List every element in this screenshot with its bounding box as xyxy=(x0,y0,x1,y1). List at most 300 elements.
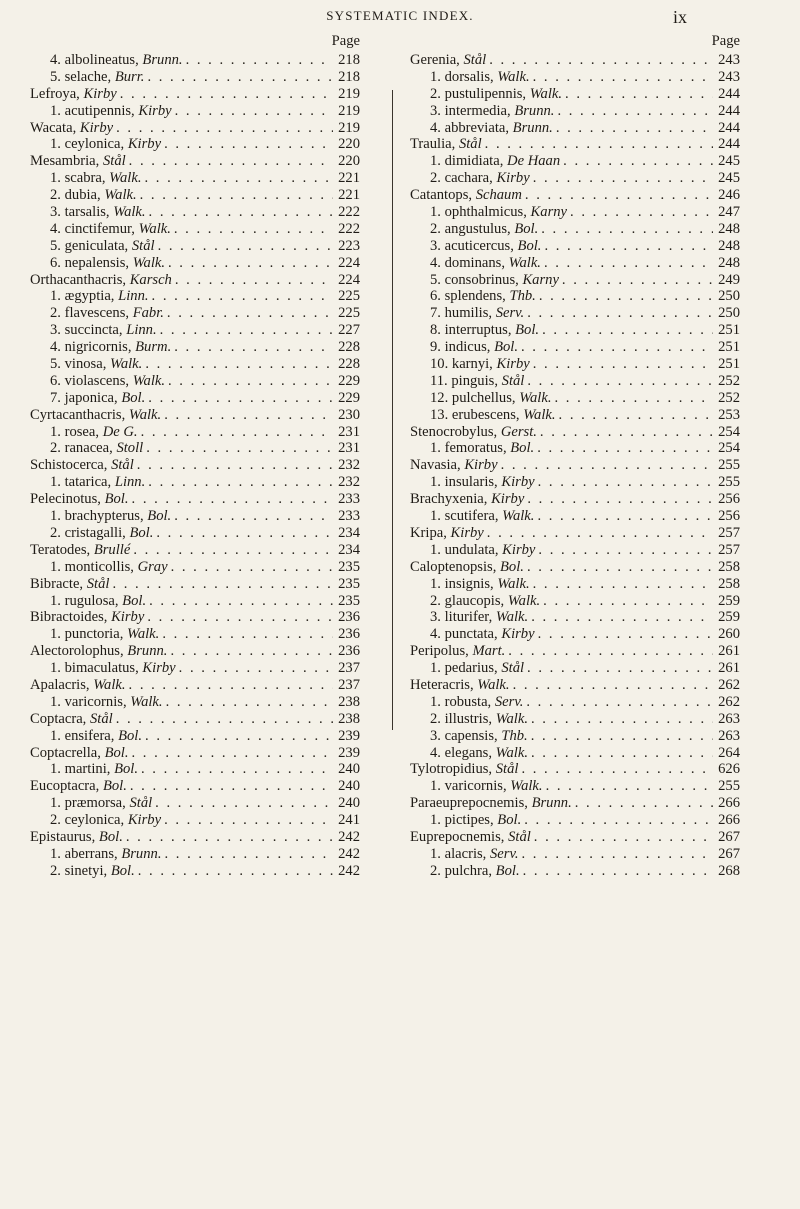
entry-name xyxy=(50,525,153,542)
entry-name xyxy=(50,593,146,610)
taxon-name: 1. monticollis, xyxy=(50,558,134,575)
species-entry xyxy=(30,255,360,272)
entry-name xyxy=(30,272,172,289)
leader-dots xyxy=(171,559,333,576)
species-entry xyxy=(30,204,360,221)
leader-dots xyxy=(527,559,713,576)
genus-entry xyxy=(410,187,740,204)
entry-name xyxy=(50,728,142,745)
leader-dots xyxy=(527,373,713,390)
page-reference: 244 xyxy=(718,102,740,119)
taxon-name: Apalacris, xyxy=(30,676,90,693)
author-name: Walk. xyxy=(529,85,563,102)
entry-name xyxy=(30,576,109,593)
taxon-name: Epistaurus, xyxy=(30,828,96,845)
entry-name xyxy=(50,846,161,863)
species-entry xyxy=(30,559,360,576)
page-reference: 225 xyxy=(338,305,360,322)
leader-dots xyxy=(162,626,333,643)
taxon-name: 2. flavescens, xyxy=(50,305,130,322)
species-entry xyxy=(410,322,740,339)
leader-dots xyxy=(147,609,333,626)
taxon-name: 2. illustris, xyxy=(430,710,493,727)
entry-name xyxy=(410,643,505,660)
author-name: Stål xyxy=(463,52,487,68)
leader-dots xyxy=(557,103,713,120)
entry-name xyxy=(430,863,520,880)
taxon-name: 3. capensis, xyxy=(430,727,498,744)
genus-entry xyxy=(30,576,360,593)
species-entry xyxy=(410,221,740,238)
entry-name xyxy=(50,204,146,221)
author-name: Walk. xyxy=(138,220,171,237)
author-name: Thb. xyxy=(509,288,536,305)
taxon-name: Alectorolophus, xyxy=(30,643,124,660)
species-entry xyxy=(30,812,360,829)
author-name: Burr. xyxy=(114,68,145,85)
leader-dots xyxy=(559,407,713,424)
leader-dots xyxy=(526,694,713,711)
entry-name xyxy=(30,677,126,694)
taxon-name: 3. intermedia, xyxy=(430,102,511,119)
author-name: Walk. xyxy=(495,744,528,761)
entry-name xyxy=(430,221,538,238)
author-name: Walk. xyxy=(519,389,552,406)
page-reference: 236 xyxy=(338,609,360,626)
author-name: Brunn. xyxy=(127,643,168,660)
index-entries-right xyxy=(410,52,740,880)
author-name: Bol. xyxy=(102,778,127,795)
author-name: Kirby xyxy=(491,491,525,508)
taxon-name: Caloptenopsis, xyxy=(410,558,497,575)
taxon-name: 1. ophthalmicus, xyxy=(430,204,527,221)
entry-name xyxy=(50,238,155,255)
taxon-name: 2. pulchra, xyxy=(430,862,493,879)
author-name: Walk. xyxy=(495,609,529,626)
page-reference: 228 xyxy=(338,356,360,373)
taxon-name: 1. punctoria, xyxy=(50,626,124,643)
author-name: Kirby xyxy=(450,524,484,541)
leader-dots xyxy=(527,491,713,508)
leader-dots xyxy=(140,187,333,204)
species-entry xyxy=(410,339,740,356)
taxon-name: Stenocrobylus, xyxy=(410,423,498,440)
taxon-name: 4. albolineatus, xyxy=(50,52,139,68)
leader-dots xyxy=(533,69,713,86)
author-name: Stål xyxy=(131,237,155,254)
page-reference: 243 xyxy=(718,68,740,85)
page-reference: 238 xyxy=(338,710,360,727)
page-reference: 263 xyxy=(718,710,740,727)
entry-name xyxy=(50,305,164,322)
page-reference: 228 xyxy=(338,339,360,356)
page-reference: 261 xyxy=(718,660,740,677)
leader-dots xyxy=(120,86,333,103)
page-reference: 242 xyxy=(338,862,360,879)
species-entry xyxy=(410,255,740,272)
author-name: Karny xyxy=(522,271,559,288)
genus-entry xyxy=(30,609,360,626)
page-column-label: Page xyxy=(331,33,360,49)
page-reference: 242 xyxy=(338,845,360,862)
author-name: Karsch xyxy=(129,271,172,288)
genus-entry xyxy=(30,677,360,694)
species-entry xyxy=(410,474,740,491)
author-name: Schaum xyxy=(475,187,522,204)
author-name: Bol. xyxy=(129,524,154,541)
leader-dots xyxy=(174,508,333,525)
taxon-name: 1. acutipennis, xyxy=(50,102,135,119)
page-reference: 236 xyxy=(338,643,360,660)
author-name: Gray xyxy=(137,558,168,575)
entry-name xyxy=(430,288,536,305)
author-name: Kirby xyxy=(496,170,530,187)
page-reference: 233 xyxy=(338,491,360,508)
page-reference: 231 xyxy=(338,423,360,440)
taxon-name: Cyrtacanthacris, xyxy=(30,406,126,423)
page-reference: 242 xyxy=(338,828,360,845)
taxon-name: 1. varicornis, xyxy=(430,778,507,795)
taxon-name: Traulia, xyxy=(410,136,456,153)
genus-entry xyxy=(30,778,360,795)
leader-dots xyxy=(164,812,333,829)
entry-name xyxy=(410,424,537,441)
taxon-name: 2. sinetyi, xyxy=(50,862,108,879)
taxon-name: 9. indicus, xyxy=(430,339,491,356)
taxon-name: 2. glaucopis, xyxy=(430,592,505,609)
taxon-name: Catantops, xyxy=(410,187,473,204)
leader-dots xyxy=(521,761,713,778)
leader-dots xyxy=(563,153,713,170)
author-name: Stoll xyxy=(116,440,144,457)
taxon-name: Navasia, xyxy=(410,457,461,474)
taxon-name: Lefroya, xyxy=(30,85,80,102)
page-reference: 257 xyxy=(718,541,740,558)
page-reference: 249 xyxy=(718,271,740,288)
leader-dots xyxy=(132,745,334,762)
page-reference: 230 xyxy=(338,406,360,423)
genus-entry xyxy=(30,491,360,508)
author-name: De Haan xyxy=(507,153,561,170)
taxon-name: 4. cinctifemur, xyxy=(50,220,135,237)
page-reference: 252 xyxy=(718,389,740,406)
author-name: Bol. xyxy=(494,339,518,356)
species-entry xyxy=(410,204,740,221)
page-reference: 222 xyxy=(338,220,360,237)
page-reference: 239 xyxy=(338,727,360,744)
taxon-name: 1. ægyptia, xyxy=(50,288,115,305)
leader-dots xyxy=(147,69,333,86)
author-name: Walk. xyxy=(477,676,510,693)
author-name: Bol. xyxy=(147,508,172,525)
page-reference: 233 xyxy=(338,508,360,525)
taxon-name: Paraeuprepocnemis, xyxy=(410,795,528,812)
taxon-name: 6. violascens, xyxy=(50,372,130,389)
taxon-name: Bibracte, xyxy=(30,575,84,592)
entry-name xyxy=(430,272,559,289)
author-name: Kirby xyxy=(464,457,498,474)
author-name: Serv. xyxy=(495,305,525,322)
leader-dots xyxy=(174,339,333,356)
author-name: Stål xyxy=(102,153,126,170)
entry-name xyxy=(30,542,130,559)
species-entry xyxy=(410,440,740,457)
page-reference: 245 xyxy=(718,170,740,187)
author-name: Kirby xyxy=(127,812,162,829)
author-name: Gerst. xyxy=(500,423,537,440)
page-reference: 259 xyxy=(718,592,740,609)
author-name: Bol. xyxy=(510,440,535,457)
page-reference: 229 xyxy=(338,372,360,389)
page-reference: 248 xyxy=(718,254,740,271)
entry-name xyxy=(430,745,528,762)
taxon-name: Pelecinotus, xyxy=(30,491,101,508)
page-reference: 243 xyxy=(718,52,740,68)
species-entry xyxy=(30,440,360,457)
entry-name xyxy=(430,728,528,745)
species-entry xyxy=(410,863,740,880)
page-reference: 236 xyxy=(338,626,360,643)
genus-entry xyxy=(410,761,740,778)
entry-name xyxy=(50,69,144,86)
entry-name xyxy=(430,576,530,593)
taxon-name: 1. undulata, xyxy=(430,541,499,558)
page-column-label: Page xyxy=(711,33,740,49)
species-entry xyxy=(30,525,360,542)
taxon-name: Brachyxenia, xyxy=(410,491,488,508)
leader-dots xyxy=(145,728,333,745)
leader-dots xyxy=(531,728,713,745)
taxon-name: 7. humilis, xyxy=(430,305,493,322)
leader-dots xyxy=(166,694,333,711)
page-reference: 260 xyxy=(718,626,740,643)
author-name: Stål xyxy=(501,372,525,389)
taxon-name: 1. pictipes, xyxy=(430,812,494,829)
leader-dots xyxy=(116,711,333,728)
genus-entry xyxy=(30,711,360,728)
species-entry xyxy=(30,288,360,305)
author-name: Walk. xyxy=(127,626,160,643)
leader-dots xyxy=(116,120,333,137)
entry-name xyxy=(50,474,145,491)
index-entries-left xyxy=(30,52,360,880)
column-divider xyxy=(392,90,393,730)
taxon-name: Gerenia, xyxy=(410,52,460,68)
entry-name xyxy=(50,339,171,356)
taxon-name: 2. ranacea, xyxy=(50,440,113,457)
genus-entry xyxy=(30,272,360,289)
taxon-name: 3. tarsalis, xyxy=(50,204,110,221)
species-entry xyxy=(30,103,360,120)
author-name: Stål xyxy=(458,136,482,153)
page-reference: 258 xyxy=(718,558,740,575)
genus-entry xyxy=(30,153,360,170)
taxon-name: Bibractoides, xyxy=(30,609,108,626)
taxon-name: 4. elegans, xyxy=(430,744,493,761)
page-reference: 218 xyxy=(338,68,360,85)
entry-name xyxy=(50,795,152,812)
page-reference: 253 xyxy=(718,406,740,423)
species-entry xyxy=(30,339,360,356)
entry-name xyxy=(50,863,135,880)
page-reference: 232 xyxy=(338,474,360,491)
author-name: Stål xyxy=(111,457,134,474)
entry-name xyxy=(50,373,165,390)
genus-entry xyxy=(30,745,360,762)
author-name: Walk. xyxy=(113,204,146,221)
species-entry xyxy=(30,356,360,373)
entry-name xyxy=(430,356,530,373)
taxon-name: Heteracris, xyxy=(410,676,474,693)
author-name: Bol. xyxy=(104,491,129,508)
entry-name xyxy=(430,255,541,272)
author-name: Bol. xyxy=(110,862,135,879)
author-name: Bol. xyxy=(497,812,522,829)
author-name: Walk. xyxy=(132,372,165,389)
species-entry xyxy=(410,86,740,103)
page-reference: 235 xyxy=(338,592,360,609)
page-reference: 240 xyxy=(338,778,360,795)
taxon-name: Wacata, xyxy=(30,119,77,136)
species-entry xyxy=(410,812,740,829)
leader-dots xyxy=(570,204,713,221)
entry-name xyxy=(430,694,523,711)
leader-dots xyxy=(138,863,333,880)
page-reference: 258 xyxy=(718,575,740,592)
page-reference: 224 xyxy=(338,271,360,288)
author-name: Serv. xyxy=(489,845,519,862)
entry-name xyxy=(30,711,113,728)
leader-dots xyxy=(521,339,713,356)
author-name: Brunn. xyxy=(121,845,162,862)
entry-name xyxy=(50,694,163,711)
author-name: Bol. xyxy=(515,322,540,339)
genus-entry xyxy=(410,559,740,576)
leader-dots xyxy=(525,187,713,204)
taxon-name: 1. aberrans, xyxy=(50,845,118,862)
taxon-name: 3. liturifer, xyxy=(430,609,493,626)
leader-dots xyxy=(126,829,333,846)
leader-dots xyxy=(538,542,713,559)
species-entry xyxy=(410,542,740,559)
author-name: Bol. xyxy=(98,828,123,845)
author-name: Kirby xyxy=(496,356,530,373)
taxon-name: 1. rosea, xyxy=(50,423,100,440)
leader-dots xyxy=(489,52,713,69)
entry-name xyxy=(50,508,171,525)
species-entry xyxy=(30,221,360,238)
leader-dots xyxy=(144,170,333,187)
leader-dots xyxy=(533,170,713,187)
species-entry xyxy=(30,187,360,204)
taxon-name: 1. brachypterus, xyxy=(50,508,144,525)
entry-name xyxy=(410,136,482,153)
entry-name xyxy=(410,52,486,69)
page-reference: 247 xyxy=(718,204,740,221)
taxon-name: 4. punctata, xyxy=(430,626,498,643)
species-entry xyxy=(30,508,360,525)
leader-dots xyxy=(531,609,713,626)
page-reference: 225 xyxy=(338,288,360,305)
author-name: Kirby xyxy=(501,626,535,643)
taxon-name: 2. angustulus, xyxy=(430,220,511,237)
leader-dots xyxy=(141,424,333,441)
author-name: Walk. xyxy=(523,406,556,423)
taxon-name: Kripa, xyxy=(410,524,447,541)
species-entry xyxy=(410,778,740,795)
entry-name xyxy=(430,238,541,255)
leader-dots xyxy=(186,52,333,69)
page-reference: 237 xyxy=(338,676,360,693)
leader-dots xyxy=(133,542,333,559)
species-entry xyxy=(30,474,360,491)
author-name: Stål xyxy=(89,710,113,727)
page-reference: 266 xyxy=(718,795,740,812)
species-entry xyxy=(410,238,740,255)
entry-name xyxy=(30,643,167,660)
index-column-left xyxy=(30,30,360,880)
author-name: Mart. xyxy=(472,643,506,660)
author-name: Bol. xyxy=(122,592,147,609)
entry-name xyxy=(410,795,572,812)
author-name: Walk. xyxy=(130,693,163,710)
leader-dots xyxy=(485,136,713,153)
species-entry xyxy=(410,407,740,424)
taxon-name: 2. cachara, xyxy=(430,170,493,187)
leader-dots xyxy=(538,474,713,491)
species-entry xyxy=(410,576,740,593)
author-name: Bol. xyxy=(104,744,129,761)
species-entry xyxy=(410,373,740,390)
taxon-name: 1. femoratus, xyxy=(430,440,507,457)
taxon-name: 4. nigricornis, xyxy=(50,339,132,356)
species-entry xyxy=(30,424,360,441)
page-reference: 240 xyxy=(338,795,360,812)
species-entry xyxy=(410,305,740,322)
species-entry xyxy=(410,846,740,863)
taxon-name: 5. geniculata, xyxy=(50,237,129,254)
leader-dots xyxy=(538,626,713,643)
species-entry xyxy=(30,728,360,745)
entry-name xyxy=(50,356,142,373)
species-entry xyxy=(410,272,740,289)
page-reference: 251 xyxy=(718,339,740,356)
entry-name xyxy=(430,593,540,610)
entry-name xyxy=(430,373,524,390)
genus-entry xyxy=(410,457,740,474)
author-name: Stål xyxy=(508,828,531,845)
species-entry xyxy=(30,761,360,778)
entry-name xyxy=(430,69,530,86)
species-entry xyxy=(30,795,360,812)
taxon-name: Teratodes, xyxy=(30,541,91,558)
leader-dots xyxy=(565,86,713,103)
leader-dots xyxy=(152,288,333,305)
author-name: Thb. xyxy=(501,727,528,744)
page-reference: 239 xyxy=(338,744,360,761)
species-entry xyxy=(30,52,360,69)
species-entry xyxy=(410,120,740,137)
entry-name xyxy=(430,542,535,559)
leader-dots xyxy=(149,593,333,610)
leader-dots xyxy=(168,373,333,390)
page-reference: 256 xyxy=(718,491,740,508)
page-reference: 244 xyxy=(718,136,740,153)
leader-dots xyxy=(540,424,713,441)
entry-name xyxy=(410,457,498,474)
leader-dots xyxy=(145,356,333,373)
leader-dots xyxy=(539,288,713,305)
